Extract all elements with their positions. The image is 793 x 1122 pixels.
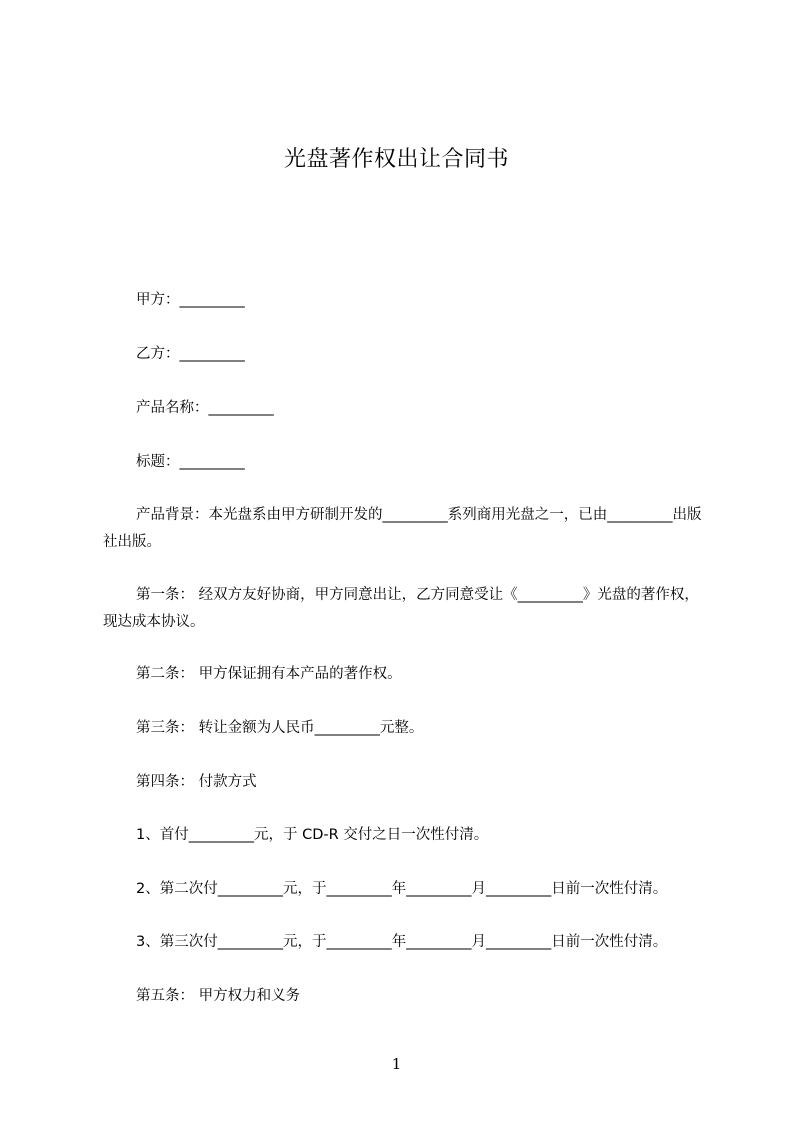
heading-line: 标题：_________ <box>136 454 245 470</box>
payment-item-1: 1、首付_________元，于 CD-R 交付之日一次性付清。 <box>136 827 489 843</box>
payment-item-3: 3、第三次付_________元，于_________年_________月_________日前一次性付清。 <box>136 934 668 950</box>
product-background-paragraph: 产品背景：本光盘系由甲方研制开发的_________系列商用光盘之一，已由_________出版社出版。 <box>103 507 702 550</box>
party-a-line: 甲方：_________ <box>136 292 245 308</box>
article-5-heading: 第五条： 甲方权力和义务 <box>136 988 301 1004</box>
article-4-heading: 第四条： 付款方式 <box>136 774 257 790</box>
product-name-line: 产品名称：_________ <box>136 400 274 416</box>
page-number: 1 <box>391 1055 402 1073</box>
payment-item-2: 2、第二次付_________元，于_________年_________月_________日前一次性付清。 <box>136 881 668 897</box>
document-title: 光盘著作权出让合同书 <box>283 147 509 172</box>
article-2-paragraph: 第二条： 甲方保证拥有本产品的著作权。 <box>136 666 402 682</box>
party-b-line: 乙方：_________ <box>136 346 245 362</box>
article-1-paragraph: 第一条： 经双方友好协商，甲方同意出让，乙方同意受让《_________》光盘的著作权，现达成本协议。 <box>103 587 699 630</box>
article-3-paragraph: 第三条： 转让金额为人民币_________元整。 <box>136 720 424 736</box>
